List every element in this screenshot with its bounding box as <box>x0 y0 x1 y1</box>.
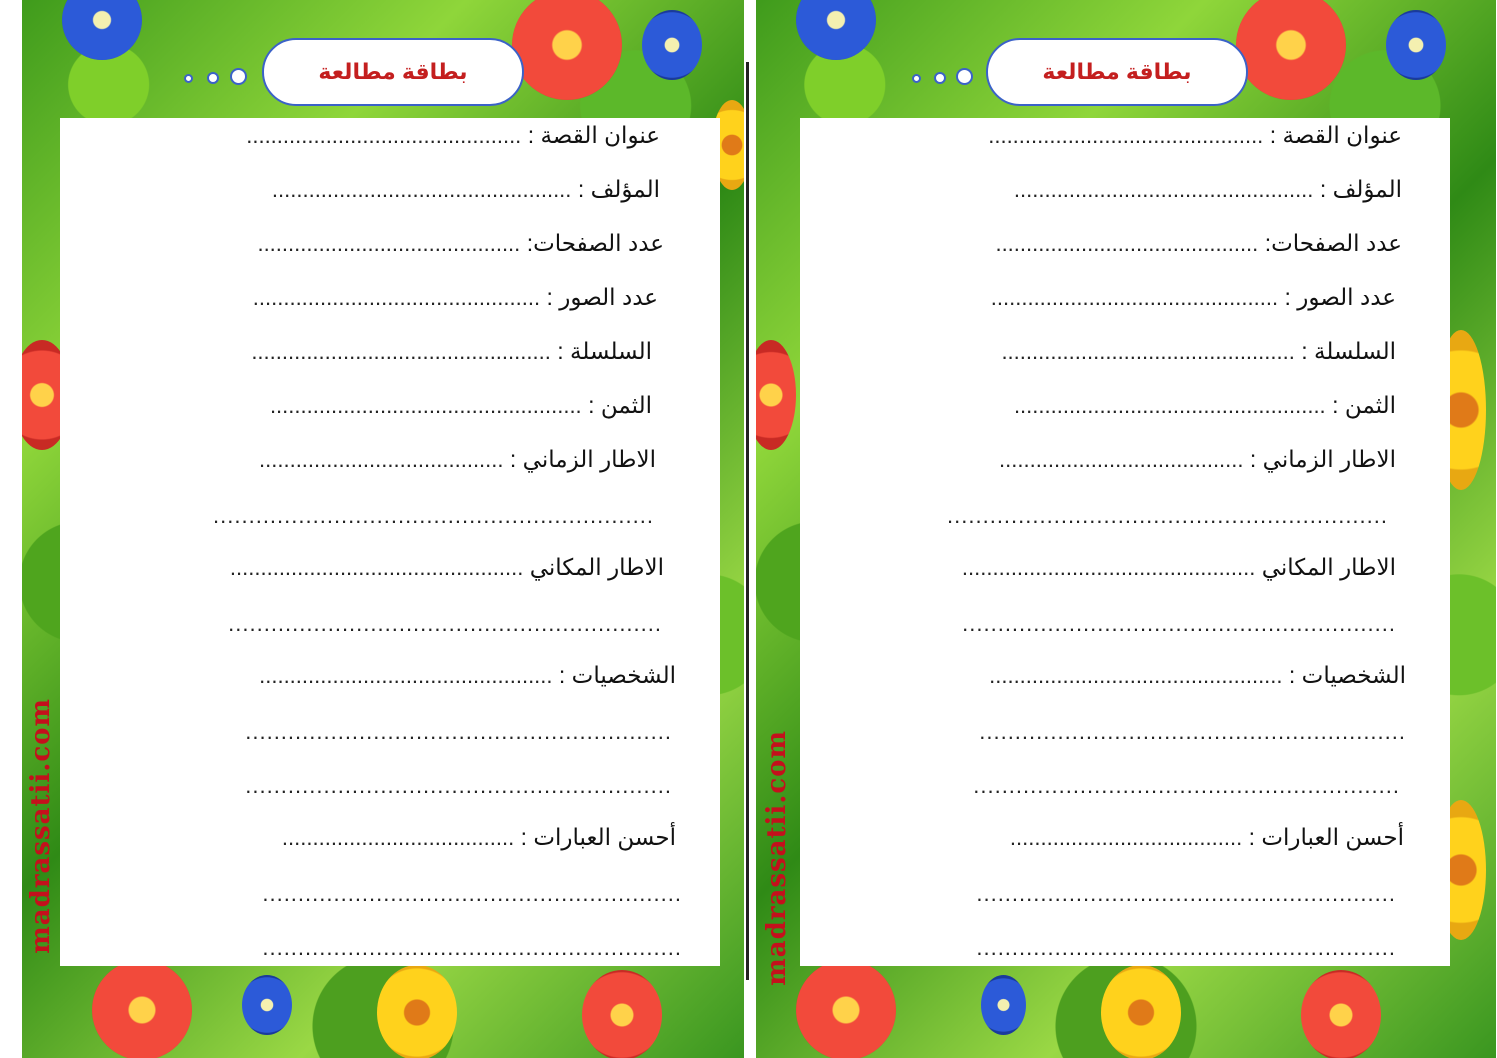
red-flower-icon <box>756 340 796 450</box>
field-label: عنوان القصة : <box>1269 122 1402 148</box>
fill-dots: ............................................................ <box>973 773 1400 798</box>
field-label: أحسن العبارات : <box>520 824 676 850</box>
fill-dots: ........................................ <box>999 447 1244 472</box>
fill-dots: ........................................... <box>257 231 521 256</box>
field-label: الاطار الزماني : <box>509 446 656 472</box>
blue-flower-icon <box>62 0 142 60</box>
blue-flower-icon <box>796 0 876 60</box>
fill-dots: .............................................................. <box>213 503 654 528</box>
red-flower-icon <box>1236 0 1346 100</box>
form-row-author <box>272 176 660 203</box>
form-row-continuation <box>245 718 672 745</box>
fill-dots: ................................................. <box>271 177 572 202</box>
fill-dots: ............................................. <box>246 123 522 148</box>
form-row-characters <box>989 662 1406 689</box>
field-label: السلسلة : <box>1301 338 1396 364</box>
fill-dots: ................................................ <box>259 663 553 688</box>
fill-dots: ........................................ <box>259 447 504 472</box>
blue-flower-icon <box>242 975 292 1035</box>
field-label: عنوان القصة : <box>527 122 660 148</box>
form-row-characters <box>259 662 676 689</box>
fill-dots: ................................................... <box>1013 393 1326 418</box>
form-row-best-phrases <box>1010 824 1404 851</box>
fill-dots: ............................................................. <box>228 611 662 636</box>
fill-dots: ............................................................ <box>245 773 672 798</box>
fill-dots: ................................................ <box>961 555 1256 580</box>
blue-flower-icon <box>981 975 1026 1035</box>
fill-dots: .............................................................. <box>947 503 1388 528</box>
form-row-images <box>253 284 658 311</box>
fill-dots: ............................................. <box>988 123 1264 148</box>
form-row-pages <box>257 230 664 257</box>
fill-dots: ............................................... <box>252 285 541 310</box>
site-watermark: madrassatii.com <box>26 698 56 954</box>
red-flower-icon <box>582 970 662 1058</box>
form-row-continuation <box>262 880 682 907</box>
fill-dots: ........................................................... <box>976 935 1396 960</box>
fill-dots: ...................................... <box>1009 825 1243 850</box>
field-label: السلسلة : <box>557 338 652 364</box>
form-row-images <box>991 284 1396 311</box>
red-flower-icon <box>512 0 622 100</box>
form-row-time-setting <box>259 446 656 473</box>
form-row-place-setting <box>962 554 1396 581</box>
form-row-place-setting <box>230 554 664 581</box>
fill-dots: ................................................ <box>229 555 524 580</box>
form-row-story-title <box>246 122 660 149</box>
fill-dots: ........................................................... <box>976 881 1396 906</box>
form-row-story-title <box>988 122 1402 149</box>
card-title: بطاقة مطالعة <box>318 59 468 84</box>
blue-flower-icon <box>642 10 702 80</box>
fill-dots: ............................................................ <box>979 719 1406 744</box>
form-row-continuation <box>979 718 1406 745</box>
form-row-price <box>270 392 652 419</box>
fill-dots: ........................................................... <box>262 935 682 960</box>
form-row-continuation <box>976 880 1396 907</box>
field-label: عدد الصور : <box>1284 284 1396 310</box>
fill-dots: ................................................ <box>989 663 1283 688</box>
site-watermark: madrassatii.com <box>762 730 792 986</box>
field-label: الثمن : <box>588 392 652 418</box>
fill-dots: ...................................... <box>281 825 515 850</box>
form-row-continuation <box>976 934 1396 961</box>
cloud-dot <box>912 74 921 83</box>
cut-line-divider <box>746 62 749 980</box>
fill-dots: ............................................................ <box>245 719 672 744</box>
card-title: بطاقة مطالعة <box>1042 59 1192 84</box>
fill-dots: ............................................... <box>990 285 1279 310</box>
cloud-dot <box>184 74 193 83</box>
form-row-continuation <box>262 934 682 961</box>
form-row-price <box>1014 392 1396 419</box>
form-row-series <box>251 338 652 365</box>
form-row-author <box>1014 176 1402 203</box>
field-label: عدد الصور : <box>546 284 658 310</box>
form-row-continuation <box>245 772 672 799</box>
field-label: المؤلف : <box>577 176 660 202</box>
form-row-continuation <box>213 502 654 529</box>
field-label: الاطار الزماني : <box>1249 446 1396 472</box>
red-flower-icon <box>92 960 192 1058</box>
fill-dots: ................................................. <box>1013 177 1314 202</box>
red-flower-icon <box>796 960 896 1058</box>
fill-dots: ................................................. <box>251 339 551 364</box>
reading-card-right <box>756 0 1496 1058</box>
field-label: الاطار المكاني <box>1261 554 1396 580</box>
field-label: عدد الصفحات: <box>526 230 664 256</box>
blue-flower-icon <box>1386 10 1446 80</box>
field-label: الشخصيات : <box>558 662 676 688</box>
field-label: الثمن : <box>1332 392 1396 418</box>
fill-dots: ................................................ <box>1001 339 1295 364</box>
cloud-dot <box>230 68 247 85</box>
title-cloud <box>986 38 1248 106</box>
fill-dots: ................................................... <box>269 393 582 418</box>
fill-dots: ........................................... <box>995 231 1259 256</box>
field-label: الشخصيات : <box>1288 662 1406 688</box>
reading-card-left <box>22 0 744 1058</box>
form-row-continuation <box>947 502 1388 529</box>
form-row-pages <box>995 230 1402 257</box>
cloud-dot <box>207 72 219 84</box>
yellow-flower-icon <box>1101 965 1181 1058</box>
form-row-continuation <box>962 610 1396 637</box>
fill-dots: ............................................................. <box>962 611 1396 636</box>
form-row-continuation <box>973 772 1400 799</box>
fill-dots: ........................................................... <box>262 881 682 906</box>
cloud-dot <box>934 72 946 84</box>
form-row-best-phrases <box>282 824 676 851</box>
field-label: الاطار المكاني <box>529 554 664 580</box>
yellow-flower-icon <box>377 965 457 1058</box>
form-row-time-setting <box>999 446 1396 473</box>
cloud-dot <box>956 68 973 85</box>
field-label: المؤلف : <box>1319 176 1402 202</box>
field-label: أحسن العبارات : <box>1248 824 1404 850</box>
form-row-series <box>1001 338 1396 365</box>
field-label: عدد الصفحات: <box>1264 230 1402 256</box>
title-cloud <box>262 38 524 106</box>
form-row-continuation <box>228 610 662 637</box>
red-flower-icon <box>1301 970 1381 1058</box>
